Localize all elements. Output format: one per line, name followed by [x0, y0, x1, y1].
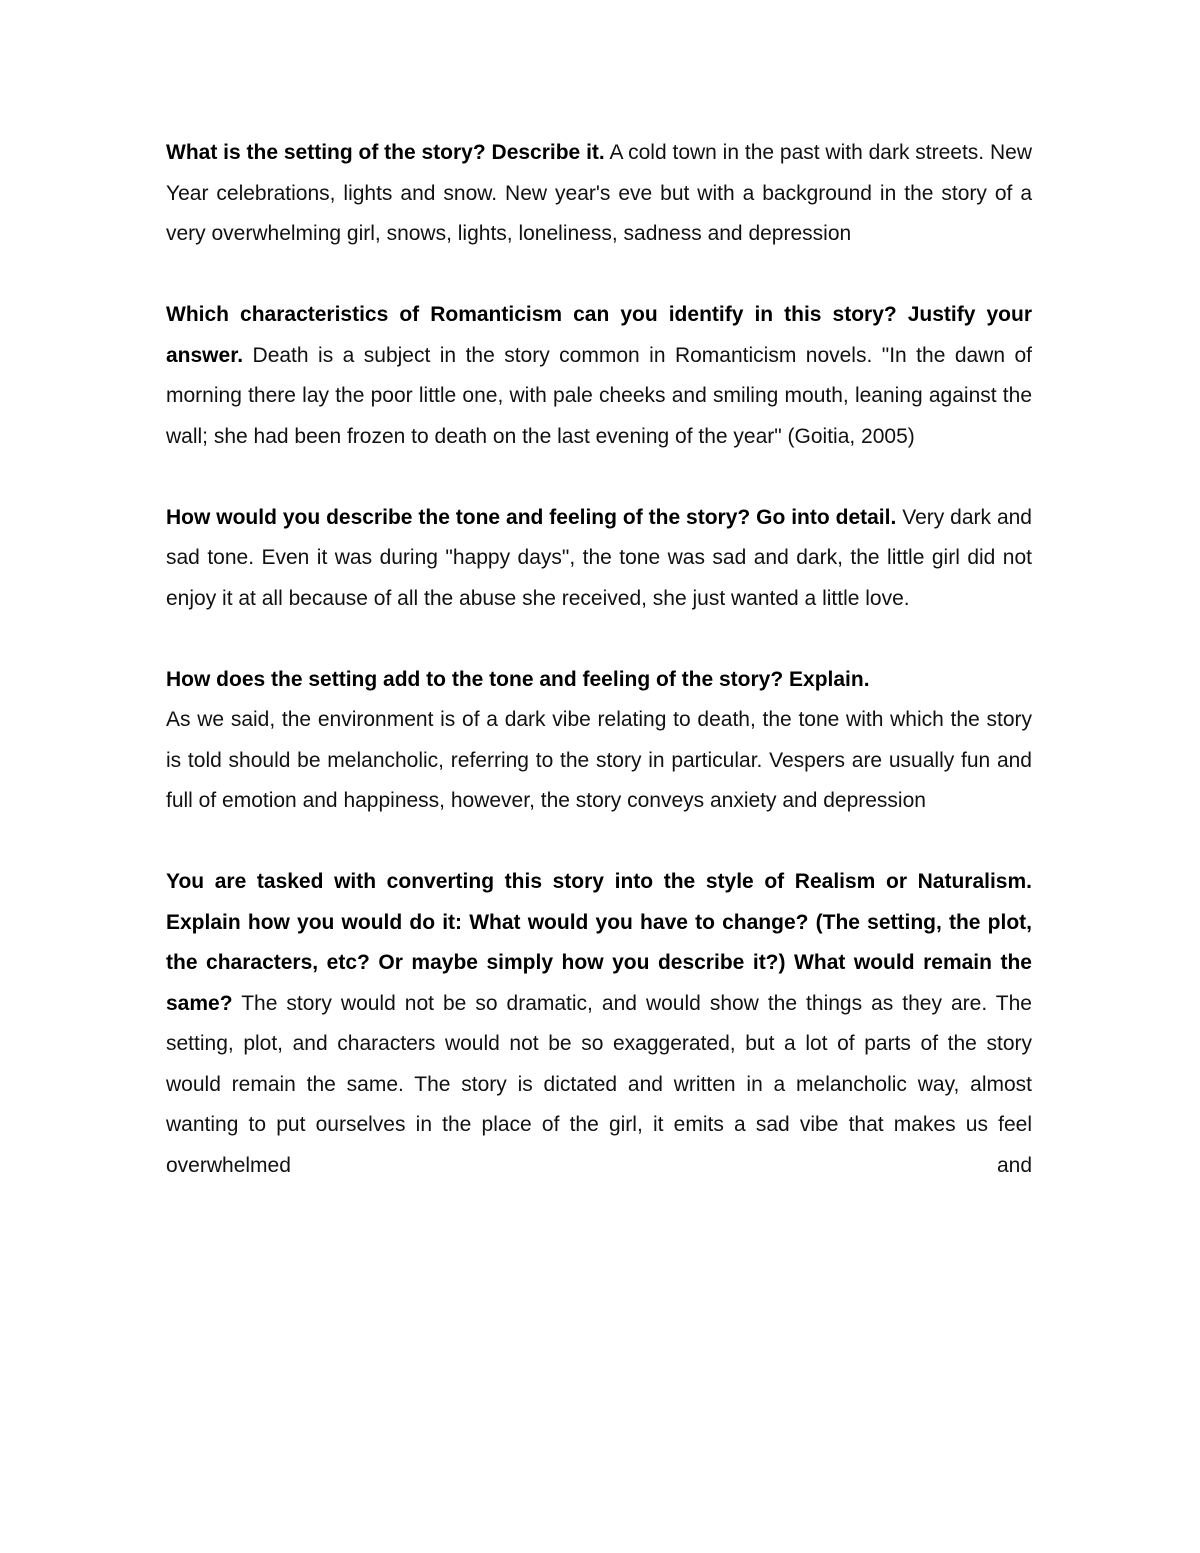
question-tone: How would you describe the tone and feeling of the story? Go into detail.: [166, 505, 897, 529]
document-body: [166, 133, 1032, 1227]
qa-romanticism: [166, 295, 1032, 457]
qa-realism: [166, 862, 1032, 1186]
question-setting: What is the setting of the story? Describe it.: [166, 141, 605, 164]
qa-tone: [166, 498, 1032, 620]
question-setting-tone: How does the setting add to the tone and feeling of the story? Explain.: [166, 667, 870, 691]
question-realism: You are tasked with converting this story into the style of Realism or Naturalism. Explain how you would do it: What would you have to change? (The setting, the plot, the characters, etc? Or maybe simply how you describe it?) What would remain the same?: [166, 870, 1032, 1015]
question-romanticism: Which characteristics of Romanticism can you identify in this story? Justify your answer.: [166, 303, 1032, 367]
answer-realism: The story would not be so dramatic, and would show the things as they are. The setting, plot, and characters would not be so exaggerated, but a lot of parts of the story would remain the same. The story is dictated and written in a melancholic way, almost wanting to put ourselves in the place of the girl, it emits a sad vibe that makes us feel overwhelmed and: [166, 991, 1032, 1177]
answer-tone: Very dark and sad tone. Even it was during "happy days", the tone was sad and dark, the little girl did not enjoy it at all because of all the abuse she received, she just wanted a little love.: [166, 505, 1032, 610]
qa-setting: [166, 133, 1032, 255]
answer-setting: A cold town in the past with dark streets. New Year celebrations, lights and snow. New year's eve but with a background in the story of a very overwhelming girl, snows, lights, loneliness, sadness and depression: [166, 141, 1032, 245]
answer-romanticism: Death is a subject in the story common in Romanticism novels. "In the dawn of morning there lay the poor little one, with pale cheeks and smiling mouth, leaning against the wall; she had been frozen to death on the last evening of the year" (Goitia, 2005): [166, 343, 1032, 448]
qa-setting-tone: [166, 660, 1032, 822]
answer-setting-tone: As we said, the environment is of a dark vibe relating to death, the tone with which the story is told should be melancholic, referring to the story in particular. Vespers are usually fun and full of emotion and happiness, however, the story conveys anxiety and depression: [166, 708, 1032, 812]
